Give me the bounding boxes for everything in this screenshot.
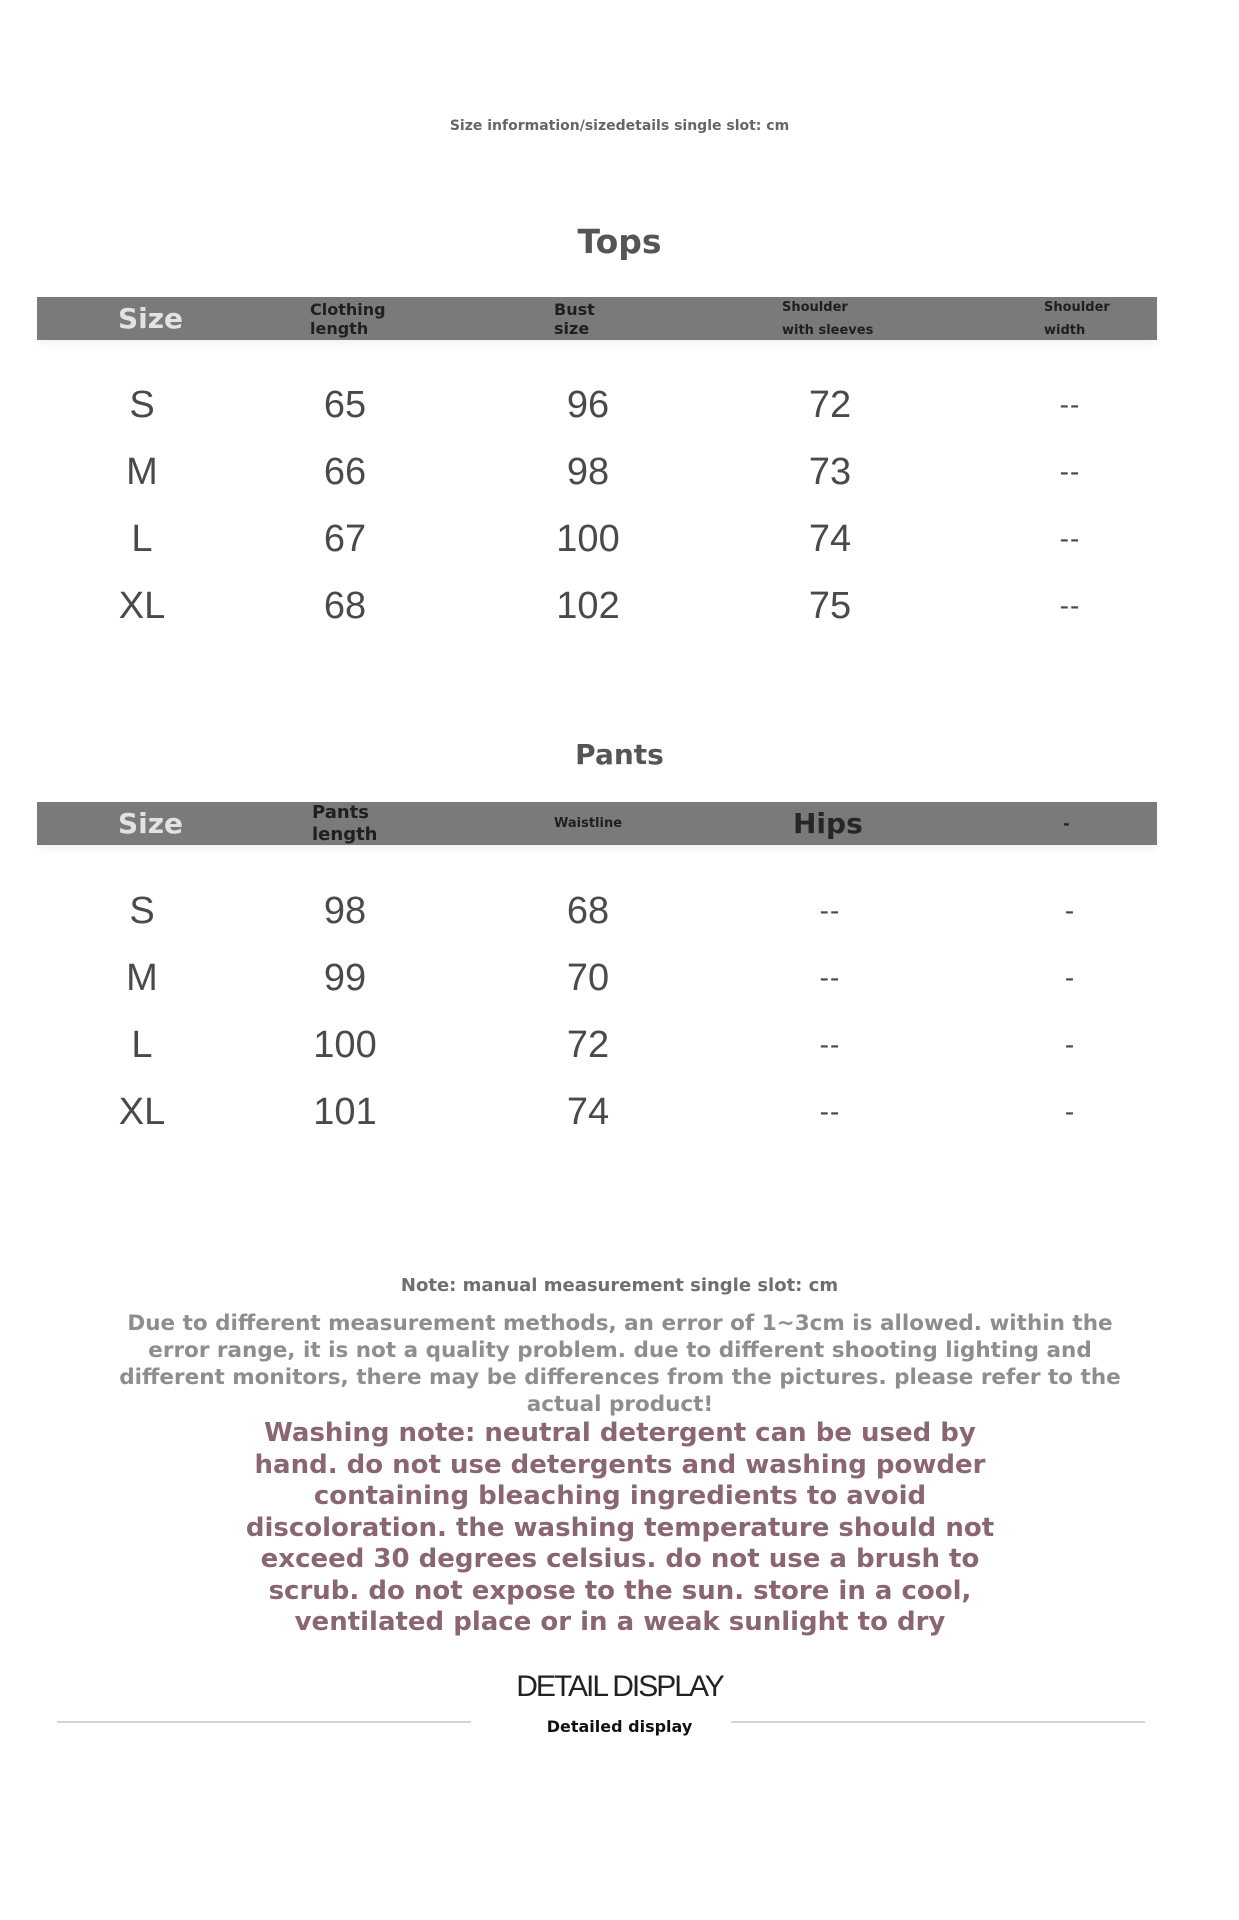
- value-cell: 102: [556, 585, 620, 627]
- size-cell: L: [131, 518, 153, 560]
- value-cell: 66: [323, 451, 367, 493]
- value-cell: 74: [808, 518, 852, 560]
- value-cell: -: [1064, 895, 1076, 926]
- value-cell: 73: [808, 451, 852, 493]
- size-cell: L: [131, 1024, 153, 1066]
- value-cell: 96: [566, 384, 610, 426]
- header-line: Clothing: [310, 299, 386, 319]
- size-cell: M: [126, 451, 158, 493]
- header-line: Shoulder: [782, 299, 848, 315]
- header-line: length: [312, 823, 378, 845]
- tops-header-bar: [37, 297, 1157, 340]
- note-body: Due to different measurement methods, an error of 1~3cm is allowed. within the error range, it is not a quality problem. due to different shooting lighting and different monitors, there may be differences from the pictures. please refer to the actual product!: [119, 1311, 1121, 1417]
- value-cell: --: [1059, 590, 1081, 621]
- value-cell: -: [1064, 1029, 1076, 1060]
- pants-header-hips: Hips: [793, 807, 863, 840]
- value-cell: 72: [808, 384, 852, 426]
- table-row: [0, 881, 1239, 941]
- size-cell: S: [129, 890, 155, 932]
- table-row: [0, 576, 1239, 636]
- value-cell: 72: [566, 1024, 610, 1066]
- value-cell: --: [1059, 456, 1081, 487]
- value-cell: 75: [808, 585, 852, 627]
- value-cell: 67: [323, 518, 367, 560]
- tops-header-shoulder-sleeves: [782, 297, 873, 340]
- tops-header-shoulder-width: [1044, 297, 1110, 340]
- value-cell: 99: [323, 957, 367, 999]
- table-row: [0, 375, 1239, 435]
- table-row: [0, 442, 1239, 502]
- value-cell: --: [819, 962, 841, 993]
- tops-title: Tops: [577, 222, 662, 261]
- value-cell: 100: [556, 518, 620, 560]
- pants-title: Pants: [575, 738, 664, 771]
- header-line: Pants: [312, 801, 369, 823]
- value-cell: 68: [323, 585, 367, 627]
- header-line: size: [554, 318, 590, 338]
- value-cell: 98: [566, 451, 610, 493]
- table-row: [0, 1082, 1239, 1142]
- table-row: [0, 1015, 1239, 1075]
- header-line: length: [310, 318, 369, 338]
- size-info-caption: Size information/sizedetails single slot: cm: [449, 118, 790, 134]
- size-cell: XL: [118, 585, 166, 627]
- value-cell: --: [819, 1029, 841, 1060]
- value-cell: --: [1059, 523, 1081, 554]
- value-cell: 100: [313, 1024, 377, 1066]
- value-cell: --: [819, 895, 841, 926]
- pants-header-waistline: Waistline: [554, 816, 623, 831]
- pants-header-extra: -: [1063, 814, 1070, 833]
- value-cell: 68: [566, 890, 610, 932]
- header-line: Shoulder: [1044, 299, 1110, 315]
- table-row: [0, 509, 1239, 569]
- header-line: Bust: [554, 299, 595, 319]
- size-cell: XL: [118, 1091, 166, 1133]
- note-title: Note: manual measurement single slot: cm: [400, 1275, 839, 1296]
- value-cell: 98: [323, 890, 367, 932]
- value-cell: -: [1064, 962, 1076, 993]
- table-row: [0, 948, 1239, 1008]
- washing-note: Washing note: neutral detergent can be used by hand. do not use detergents and washing powder containing bleaching ingredients to avoid discoloration. the washing temperature should not exceed 30 degrees celsius. do not use a brush to scrub. do not expose to the sun. store in a cool, ventilated place or in a weak sunlight to dry: [245, 1418, 995, 1637]
- value-cell: 101: [313, 1091, 377, 1133]
- value-cell: --: [1059, 389, 1081, 420]
- tops-header-clothing-length: [310, 297, 386, 340]
- detail-display-title: DETAIL DISPLAY: [516, 1670, 723, 1703]
- value-cell: 70: [566, 957, 610, 999]
- value-cell: 74: [566, 1091, 610, 1133]
- header-line: with sleeves: [782, 322, 874, 338]
- value-cell: -: [1064, 1096, 1076, 1127]
- pants-header-size: Size: [118, 807, 184, 840]
- size-cell: M: [126, 957, 158, 999]
- tops-header-bust-size: [554, 297, 595, 340]
- pants-header-pants-length: [312, 802, 378, 845]
- header-line: width: [1044, 322, 1086, 338]
- value-cell: 65: [323, 384, 367, 426]
- value-cell: --: [819, 1096, 841, 1127]
- tops-header-size: Size: [118, 302, 184, 335]
- detail-display-subtitle: Detailed display: [546, 1717, 693, 1736]
- size-cell: S: [129, 384, 155, 426]
- pants-header-bar: [37, 802, 1157, 845]
